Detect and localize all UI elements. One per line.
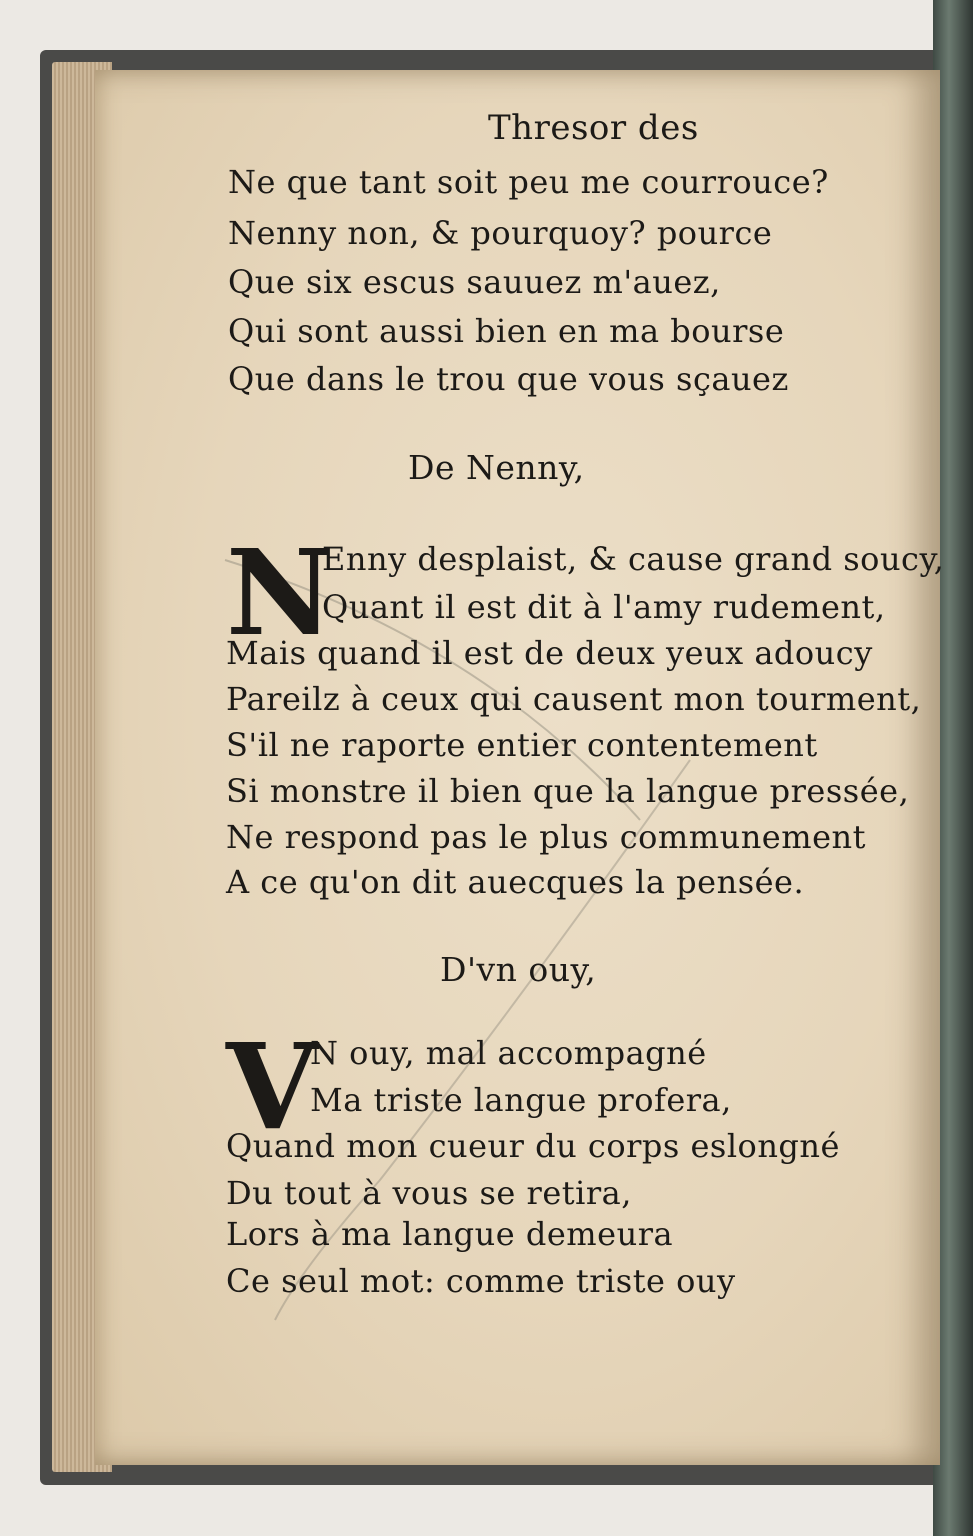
poem-ouy-line: Ce seul mot: comme triste ouy <box>226 1262 736 1300</box>
running-head: Thresor des <box>488 108 699 148</box>
drop-cap-n: N <box>226 523 334 662</box>
poem-ouy-line: Lors à ma langue demeura <box>226 1215 674 1253</box>
poem-nenny-line: Si monstre il bien que la langue pressée, <box>226 772 910 810</box>
stanza-1-line: Que dans le trou que vous sçauez <box>228 360 789 398</box>
poem-nenny-line: Ne respond pas le plus communement <box>226 818 866 856</box>
poem-ouy-line: Quand mon cueur du corps eslongné <box>226 1127 840 1165</box>
poem-title-nenny: De Nenny, <box>408 448 585 487</box>
drop-cap-v: V <box>226 1017 318 1156</box>
poem-title-ouy: D'vn ouy, <box>440 950 597 989</box>
poem-ouy-line: Ma triste langue profera, <box>310 1081 732 1119</box>
poem-nenny-line: Enny desplaist, & cause grand soucy, <box>322 540 945 578</box>
poem-nenny-line: S'il ne raporte entier contentement <box>226 726 818 764</box>
stanza-1-line: Ne que tant soit peu me courrouce? <box>228 163 829 201</box>
poem-ouy-line: N ouy, mal accompagné <box>310 1034 707 1072</box>
stanza-1-line: Que six escus sauuez m'auez, <box>228 263 721 301</box>
stanza-1-line: Nenny non, & pourquoy? pource <box>228 214 773 252</box>
poem-ouy-line: Du tout à vous se retira, <box>226 1174 632 1212</box>
poem-nenny-line: Quant il est dit à l'amy rudement, <box>322 588 886 626</box>
stanza-1-line: Qui sont aussi bien en ma bourse <box>228 312 785 350</box>
poem-nenny-line: A ce qu'on dit auecques la pensée. <box>226 863 805 901</box>
poem-nenny-line: Mais quand il est de deux yeux adoucy <box>226 634 873 672</box>
poem-nenny-line: Pareilz à ceux qui causent mon tourment, <box>226 680 922 718</box>
